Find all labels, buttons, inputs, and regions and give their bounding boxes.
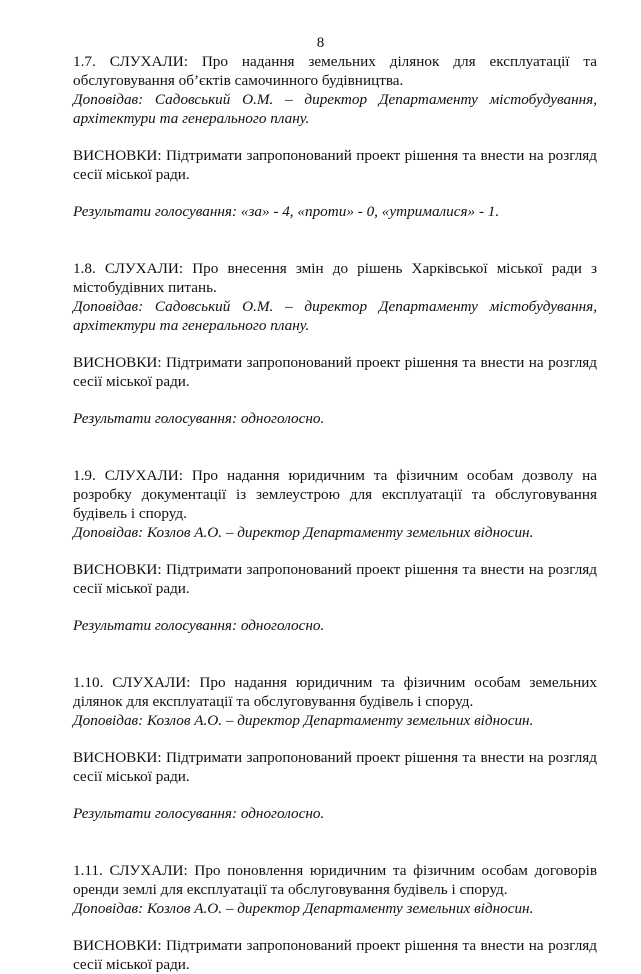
heard-text: 1.11. СЛУХАЛИ: Про поновлення юридичним та фізичним особам договорів оренди землі для експлуатації та обслуговування будівель і споруд. [73, 862, 597, 898]
conclusions-text: ВИСНОВКИ: Підтримати запропонований проект рішення та внести на розгляд сесії міської ради. [73, 937, 597, 973]
reporter-text: Доповідав: Садовський О.М. – директор Департаменту містобудування, архітектури та генерального плану. [73, 91, 597, 127]
conclusions-text: ВИСНОВКИ: Підтримати запропонований проект рішення та внести на розгляд сесії міської ради. [73, 749, 597, 785]
agenda-item-1-11 [73, 861, 597, 974]
agenda-item-1-10 [73, 673, 597, 823]
reporter-text: Доповідав: Козлов А.О. – директор Департаменту земельних відносин. [73, 524, 534, 541]
agenda-item-1-9 [73, 466, 597, 635]
conclusions-text: ВИСНОВКИ: Підтримати запропонований проект рішення та внести на розгляд сесії міської ради. [73, 147, 597, 183]
heard-text: 1.9. СЛУХАЛИ: Про надання юридичним та фізичним особам дозволу на розробку документації із землеустрою для експлуатації та обслуговування будівель і споруд. [73, 467, 597, 522]
conclusions-text: ВИСНОВКИ: Підтримати запропонований проект рішення та внести на розгляд сесії міської ради. [73, 354, 597, 390]
voting-result: Результати голосування: одноголосно. [73, 410, 325, 427]
reporter-text: Доповідав: Козлов А.О. – директор Департаменту земельних відносин. [73, 900, 534, 917]
heard-text: 1.10. СЛУХАЛИ: Про надання юридичним та фізичним особам земельних ділянок для експлуатації та обслуговування будівель і споруд. [73, 674, 597, 710]
minutes-body [73, 52, 597, 974]
agenda-item-1-7 [73, 52, 597, 221]
voting-result: Результати голосування: одноголосно. [73, 805, 325, 822]
heard-text: 1.8. СЛУХАЛИ: Про внесення змін до рішень Харківської міської ради з містобудівних питань. [73, 260, 597, 296]
reporter-text: Доповідав: Садовський О.М. – директор Департаменту містобудування, архітектури та генерального плану. [73, 298, 597, 334]
conclusions-text: ВИСНОВКИ: Підтримати запропонований проект рішення та внести на розгляд сесії міської ради. [73, 561, 597, 597]
reporter-text: Доповідав: Козлов А.О. – директор Департаменту земельних відносин. [73, 712, 534, 729]
heard-text: 1.7. СЛУХАЛИ: Про надання земельних ділянок для експлуатації та обслуговування об’єктів самочинного будівництва. [73, 53, 597, 89]
page-number: 8 [316, 35, 325, 51]
voting-result: Результати голосування: «за» - 4, «проти» - 0, «утрималися» - 1. [73, 203, 500, 220]
voting-result: Результати голосування: одноголосно. [73, 617, 325, 634]
agenda-item-1-8 [73, 259, 597, 428]
